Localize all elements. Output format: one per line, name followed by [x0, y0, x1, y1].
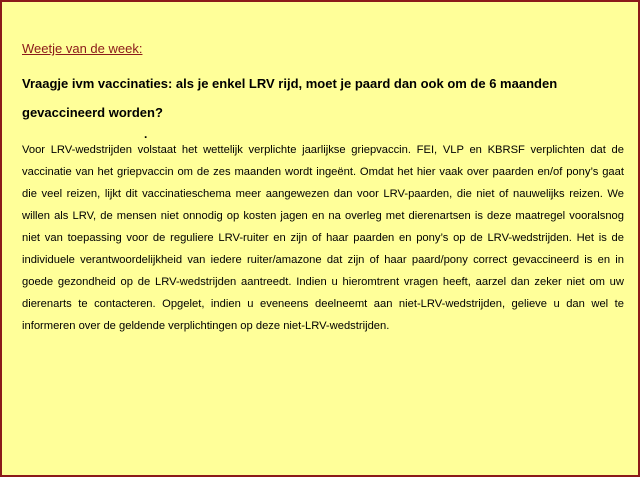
notice-body: Voor LRV-wedstrijden volstaat het wettelijk verplichte jaarlijkse griepvaccin. FEI, VLP en KBRSF verplichten dat de vaccinatie van het griepvaccin om de zes maanden wordt ingeënt. Omdat het hier vaak over paarden en/of pony’s gaat die veel reizen, lijkt dit vaccinatieschema meer aangewezen dan voor LRV-paarden, die niet of nauwelijks reizen. We willen als LRV, de mensen niet onnodig op kosten jagen en na overleg met dierenartsen is deze maatregel vooralsnog niet van toepassing voor de reguliere LRV-ruiter en zijn of haar paarden en pony’s op de LRV-wedstrijden. Het is de individuele verantwoordelijkheid van iedere ruiter/amazone dat zijn of haar paard/pony correct gevaccineerd is en in goede gezondheid op de LRV-wedstrijden aantreedt. Indien u hieromtrent vragen heeft, aarzel dan zeker niet om uw dierenarts te contacteren. Opgelet, indien u eveneens deelneemt aan niet-LRV-wedstrijden, gelieve u dan wel te informeren over de geldende verplichtingen op deze niet-LRV-wedstrijden. — [22, 144, 624, 332]
notice-question: Vraagje ivm vaccinaties: als je enkel LRV rijd, moet je paard dan ook om de 6 maanden gevaccineerd worden? — [22, 76, 558, 120]
stray-dot: . — [144, 127, 148, 141]
notice-content — [22, 40, 624, 337]
notice-heading: Weetje van de week: — [22, 41, 143, 56]
